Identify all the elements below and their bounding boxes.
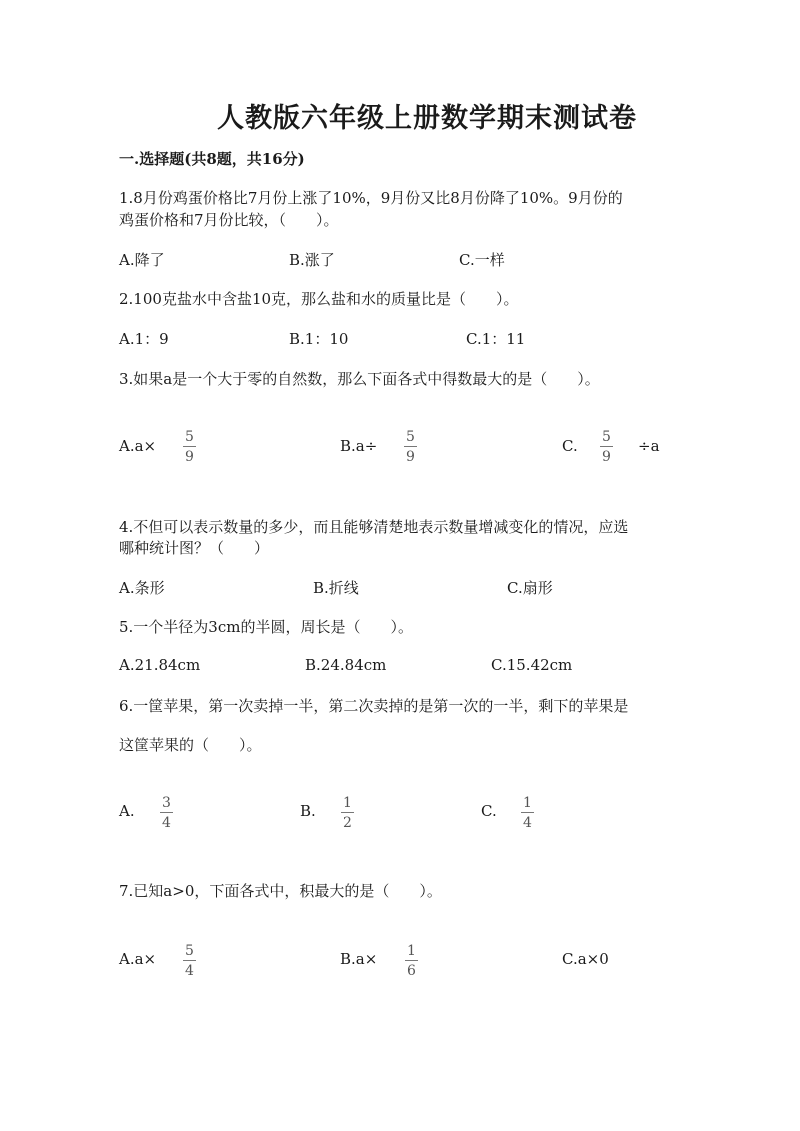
question-3-option-b-fraction bbox=[404, 430, 417, 464]
fraction-denominator: 9 bbox=[406, 449, 415, 465]
question-5-option-a[interactable]: A.21.84cm bbox=[119, 656, 201, 674]
question-7-option-b[interactable] bbox=[340, 950, 377, 968]
question-3-option-a[interactable] bbox=[119, 437, 156, 455]
option-prefix: B.a× bbox=[340, 950, 378, 968]
option-prefix: C. bbox=[562, 437, 578, 455]
fraction-numerator: 5 bbox=[602, 429, 611, 445]
fraction-numerator: 1 bbox=[523, 795, 532, 811]
fraction-numerator: 5 bbox=[185, 943, 194, 959]
question-7-option-a[interactable] bbox=[119, 950, 156, 968]
question-1-line-1: 1.8月份鸡蛋价格比7月份上涨了10%，9月份又比8月份降了10%。9月份的 bbox=[119, 189, 623, 207]
question-3-option-c-fraction bbox=[600, 430, 613, 464]
question-2-option-b[interactable]: B.1：10 bbox=[289, 330, 349, 348]
question-2-option-c[interactable]: C.1：11 bbox=[466, 330, 526, 348]
question-6-option-c[interactable] bbox=[481, 802, 497, 820]
fraction-denominator: 9 bbox=[185, 449, 194, 465]
fraction-denominator: 4 bbox=[185, 963, 194, 979]
question-6-option-a[interactable] bbox=[119, 802, 135, 820]
question-7-option-b-fraction bbox=[405, 944, 418, 978]
fraction-denominator: 6 bbox=[407, 963, 416, 979]
question-3-line-1: 3.如果a是一个大于零的自然数，那么下面各式中得数最大的是（ ）。 bbox=[119, 370, 600, 388]
question-7-line-1: 7.已知a>0，下面各式中，积最大的是（ ）。 bbox=[119, 882, 442, 900]
section-heading: 一.选择题(共8题，共16分) bbox=[119, 150, 305, 168]
question-5-line-1: 5.一个半径为3cm的半圆，周长是（ ）。 bbox=[119, 618, 413, 636]
question-6-option-a-fraction bbox=[160, 796, 173, 830]
question-4-option-c[interactable]: C.扇形 bbox=[507, 579, 553, 597]
question-4-line-1: 4.不但可以表示数量的多少，而且能够清楚地表示数量增减变化的情况，应选 bbox=[119, 518, 629, 536]
question-1-option-b[interactable]: B.涨了 bbox=[289, 251, 335, 269]
question-3-option-c[interactable] bbox=[562, 437, 578, 455]
fraction-numerator: 3 bbox=[162, 795, 171, 811]
fraction-denominator: 4 bbox=[162, 815, 171, 831]
question-5-option-c[interactable]: C.15.42cm bbox=[491, 656, 573, 674]
question-3-option-b[interactable] bbox=[340, 437, 377, 455]
question-6-line-1: 6.一筐苹果，第一次卖掉一半，第二次卖掉的是第一次的一半，剩下的苹果是 bbox=[119, 697, 629, 715]
question-1-option-c[interactable]: C.一样 bbox=[459, 251, 505, 269]
option-prefix: B. bbox=[300, 802, 316, 820]
page-title: 人教版六年级上册数学期末测试卷 bbox=[217, 103, 637, 134]
question-7-option-a-fraction bbox=[183, 944, 196, 978]
option-prefix: C. bbox=[481, 802, 497, 820]
question-2-option-a[interactable]: A.1：9 bbox=[119, 330, 169, 348]
option-prefix: C.a×0 bbox=[562, 950, 609, 968]
option-prefix: A.a× bbox=[119, 437, 157, 455]
question-1-line-2: 鸡蛋价格和7月份比较，（ ）。 bbox=[119, 211, 339, 229]
option-prefix: A.a× bbox=[119, 950, 157, 968]
question-1-option-a[interactable]: A.降了 bbox=[119, 251, 165, 269]
fraction-numerator: 5 bbox=[185, 429, 194, 445]
fraction-numerator: 1 bbox=[407, 943, 416, 959]
question-6-option-b-fraction bbox=[341, 796, 354, 830]
option-prefix: B.a÷ bbox=[340, 437, 378, 455]
question-4-option-a[interactable]: A.条形 bbox=[119, 579, 165, 597]
question-3-option-c-suffix: ÷a bbox=[638, 437, 660, 455]
fraction-numerator: 1 bbox=[343, 795, 352, 811]
question-5-option-b[interactable]: B.24.84cm bbox=[305, 656, 387, 674]
question-4-line-2: 哪种统计图？（ ） bbox=[119, 539, 270, 557]
fraction-denominator: 2 bbox=[343, 815, 352, 831]
question-6-option-c-fraction bbox=[521, 796, 534, 830]
question-6-option-b[interactable] bbox=[300, 802, 316, 820]
fraction-denominator: 4 bbox=[523, 815, 532, 831]
question-6-line-2: 这筐苹果的（ ）。 bbox=[119, 736, 262, 754]
question-4-option-b[interactable]: B.折线 bbox=[313, 579, 359, 597]
fraction-denominator: 9 bbox=[602, 449, 611, 465]
question-3-option-a-fraction bbox=[183, 430, 196, 464]
fraction-numerator: 5 bbox=[406, 429, 415, 445]
question-2-line-1: 2.100克盐水中含盐10克，那么盐和水的质量比是（ ）。 bbox=[119, 290, 519, 308]
question-7-option-c[interactable] bbox=[562, 950, 609, 968]
option-prefix: A. bbox=[119, 802, 135, 820]
